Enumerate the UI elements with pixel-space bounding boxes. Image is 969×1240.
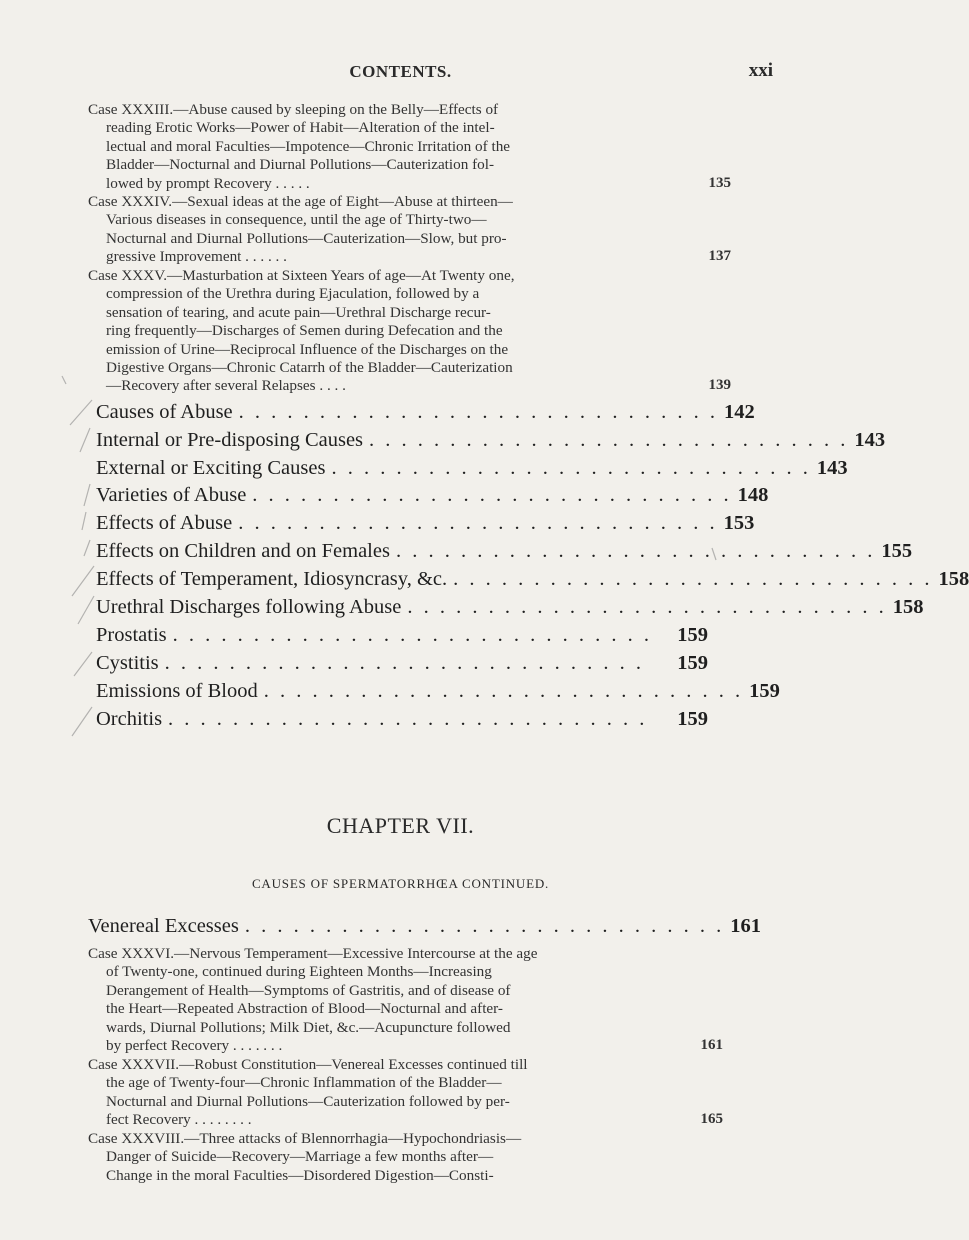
toc-entry-page: 161 — [730, 915, 761, 937]
toc-entry-title: External or Exciting Causes — [96, 457, 326, 479]
case-text-line: Various diseases in consequence, until the age of Thirty-two— — [106, 211, 487, 229]
toc-entry-page: 158 — [892, 596, 924, 618]
toc-leader-dots: . . . . . . . . . . . . . . . . . . . . . . . . . . . . . . — [263, 680, 744, 702]
toc-entry-title: Effects of Abuse — [96, 512, 233, 534]
case-text-line: the Heart—Repeated Abstraction of Blood—Nocturnal and after- — [106, 1000, 503, 1018]
chapter-subheading: CAUSES OF SPERMATORRHŒA CONTINUED. — [251, 876, 550, 891]
case-text-line: Case XXXVIII.—Three attacks of Blennorrhagia—Hypochondriasis— — [88, 1130, 522, 1147]
toc-leader-dots: . . . . . . . . . . . . . . . . . . . . . . . . . . . . . . — [244, 915, 725, 937]
case-text-line: Case XXXIII.—Abuse caused by sleeping on the Belly—Effects of — [88, 101, 499, 118]
case-text-line: the age of Twenty-four—Chronic Inflammation of the Bladder— — [106, 1074, 502, 1092]
case-text-line: —Recovery after several Relapses . . . . — [106, 377, 346, 395]
case-text-line: of Twenty-one, continued during Eighteen Months—Increasing — [106, 963, 492, 981]
toc-leader-dots: . . . . . . . . . . . . . . . . . . . . . . . . . . . . . . — [164, 652, 645, 674]
case-text-line: Change in the moral Faculties—Disordered Digestion—Consti- — [106, 1166, 494, 1184]
case-text-line: Case XXXIV.—Sexual ideas at the age of Eight—Abuse at thirteen— — [88, 193, 513, 210]
toc-entry-title: Emissions of Blood — [96, 680, 258, 702]
toc-entry-title: Venereal Excesses — [88, 915, 239, 937]
toc-entry-page: 159 — [677, 708, 708, 730]
case-text-line: Case XXXVI.—Nervous Temperament—Excessive Intercourse at the age — [88, 945, 538, 962]
toc-entry-title: Urethral Discharges following Abuse — [96, 596, 402, 618]
toc-entry-page: 159 — [677, 652, 708, 674]
toc-leader-dots: . . . . . . . . . . . . . . . . . . . . . . . . . . . . . . — [369, 429, 849, 451]
toc-entry-title: Orchitis — [96, 708, 163, 730]
toc-leader-dots: . . . . . . . . . . . . . . . . . . . . . . . . . . . . . . — [168, 708, 648, 730]
toc-leader-dots: . . . . . . . . . . . . . . . . . . . . . . . . . . . . . . — [238, 512, 718, 534]
case-text-line: Derangement of Health—Symptoms of Gastritis, and of disease of — [106, 981, 511, 999]
toc-entry-page: 158 — [938, 568, 969, 590]
case-page-number: 139 — [708, 377, 731, 393]
case-text-line: gressive Improvement . . . . . . — [106, 248, 287, 266]
toc-entry-title: Effects of Temperament, Idiosyncrasy, &c. — [96, 568, 448, 590]
case-text-line: emission of Urine—Reciprocal Influence of the Discharges on the — [106, 340, 509, 358]
toc-entry-page: 143 — [816, 457, 848, 479]
running-header-title: CONTENTS. — [349, 62, 452, 81]
toc-leader-dots: . . . . . . . . . . . . . . . . . . . . . . . . . . . . . . — [407, 596, 887, 618]
toc-leader-dots: . . . . . . . . . . . . . . . . . . . . . . . . . . . . . . — [395, 540, 876, 562]
toc-entry-title: Prostatis — [96, 624, 167, 646]
toc-entry-title: Causes of Abuse — [96, 401, 233, 423]
case-text-line: fect Recovery . . . . . . . . — [106, 1111, 252, 1129]
case-text-line: by perfect Recovery . . . . . . . — [106, 1037, 283, 1055]
case-text-line: wards, Diurnal Pollutions; Milk Diet, &c.—Acupuncture followed — [106, 1018, 511, 1036]
toc-entry-page: 159 — [749, 680, 780, 702]
toc-entry-page: 153 — [723, 512, 755, 534]
case-text-line: Case XXXV.—Masturbation at Sixteen Years of age—At Twenty one, — [88, 267, 515, 284]
toc-entry-title: Varieties of Abuse — [96, 484, 247, 506]
running-header-page-number: xxi — [748, 60, 773, 81]
case-text-line: Case XXXVII.—Robust Constitution—Venereal Excesses continued till — [88, 1056, 528, 1073]
toc-leader-dots: . . . . . . . . . . . . . . . . . . . . . . . . . . . . . . — [331, 457, 811, 479]
case-text-line: Bladder—Nocturnal and Diurnal Pollutions—Cauterization fol- — [106, 156, 495, 174]
case-text-line: Digestive Organs—Chronic Catarrh of the Bladder—Cauterization — [106, 359, 513, 377]
case-text-line: Nocturnal and Diurnal Pollutions—Cauterization—Slow, but pro- — [106, 229, 507, 247]
toc-entry-page: 148 — [737, 484, 769, 506]
toc-entry-title: Internal or Pre-disposing Causes — [96, 429, 364, 451]
case-text-line: lectual and moral Faculties—Impotence—Chronic Irritation of the — [106, 137, 511, 155]
case-page-number: 137 — [708, 248, 731, 264]
case-page-number: 165 — [700, 1111, 723, 1127]
toc-leader-dots: . . . . . . . . . . . . . . . . . . . . . . . . . . . . . . — [453, 568, 933, 590]
case-text-line: Nocturnal and Diurnal Pollutions—Cauterization followed by per- — [106, 1092, 510, 1110]
toc-entry-page: 159 — [677, 624, 708, 646]
toc-entry-page: 143 — [854, 429, 886, 451]
toc-leader-dots: . . . . . . . . . . . . . . . . . . . . . . . . . . . . . . — [172, 624, 652, 646]
toc-leader-dots: . . . . . . . . . . . . . . . . . . . . . . . . . . . . . . — [252, 484, 732, 506]
case-text-line: ring frequently—Discharges of Semen during Defecation and the — [106, 322, 503, 340]
toc-entry-title: Cystitis — [96, 652, 159, 674]
case-text-line: sensation of tearing, and acute pain—Urethral Discharge recur- — [106, 303, 491, 321]
case-text-line: lowed by prompt Recovery . . . . . — [106, 174, 310, 192]
toc-entry-title: Effects on Children and on Females — [96, 540, 390, 562]
case-text-line: compression of the Urethra during Ejaculation, followed by a — [106, 285, 480, 303]
case-page-number: 135 — [708, 175, 731, 191]
toc-leader-dots: . . . . . . . . . . . . . . . . . . . . . . . . . . . . . . — [238, 401, 719, 423]
toc-entry-page: 142 — [724, 401, 755, 423]
toc-entry-page: 155 — [881, 540, 913, 562]
case-text-line: reading Erotic Works—Power of Habit—Alteration of the intel- — [106, 119, 495, 137]
chapter-heading: CHAPTER VII. — [326, 813, 475, 838]
case-text-line: Danger of Suicide—Recovery—Marriage a few months after— — [106, 1148, 494, 1166]
case-page-number: 161 — [700, 1037, 723, 1053]
